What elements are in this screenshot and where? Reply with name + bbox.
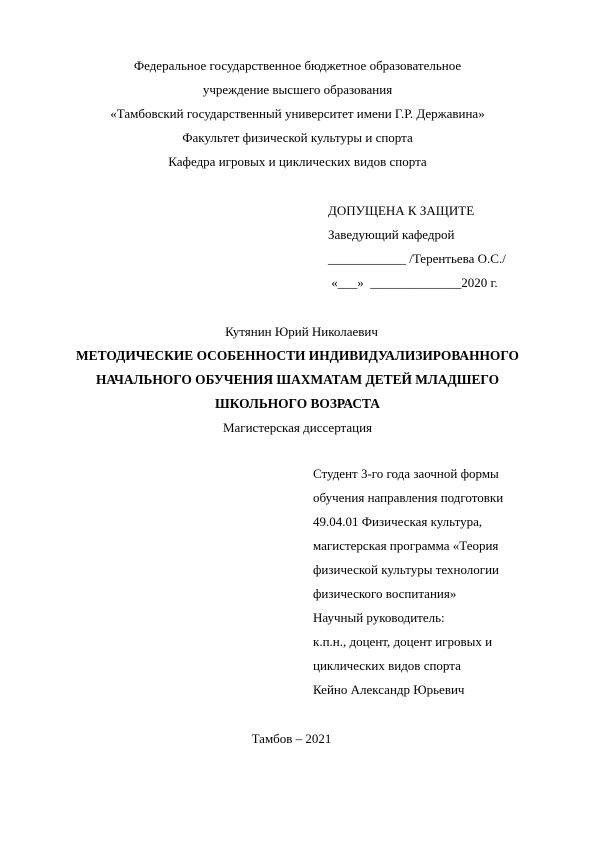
approval-line-1: ДОПУЩЕНА К ЗАЩИТЕ [328, 203, 475, 218]
title-line-3: ШКОЛЬНОГО ВОЗРАСТА [215, 396, 380, 411]
city-year: Тамбов – 2021 [251, 731, 332, 746]
student-line-2: обучения направления подготовки [313, 490, 504, 505]
title-line-2: НАЧАЛЬНОГО ОБУЧЕНИЯ ШАХМАТАМ ДЕТЕЙ МЛАДШЕГО [96, 372, 499, 387]
student-line-7: Научный руководитель: [313, 610, 445, 625]
student-line-6: физического воспитания» [313, 586, 457, 601]
student-line-9: циклических видов спорта [313, 658, 461, 673]
approval-line-2: Заведующий кафедрой [328, 227, 455, 242]
author-name: Кутянин Юрий Николаевич [225, 324, 378, 339]
header-line-5: Кафедра игровых и циклических видов спорта [168, 154, 427, 169]
student-line-10: Кейно Александр Юрьевич [313, 682, 465, 697]
student-line-8: к.п.н., доцент, доцент игровых и [313, 634, 493, 649]
title-line-1: МЕТОДИЧЕСКИЕ ОСОБЕННОСТИ ИНДИВИДУАЛИЗИРОВАННОГО [76, 348, 519, 363]
header-line-1: Федеральное государственное бюджетное образовательное [133, 58, 462, 73]
student-line-5: физической культуры технологии [313, 562, 500, 577]
approval-line-4: «___» ______________2020 г. [328, 275, 498, 290]
header-line-3: «Тамбовский государственный университет имени Г.Р. Державина» [110, 106, 485, 121]
work-type: Магистерская диссертация [222, 420, 373, 435]
header-line-4: Факультет физической культуры и спорта [182, 130, 413, 145]
approval-line-3: ____________ /Терентьева О.С./ [328, 251, 506, 266]
header-line-2: учреждение высшего образования [202, 82, 393, 97]
student-line-4: магистерская программа «Теория [313, 538, 499, 553]
student-line-1: Студент 3-го года заочной формы [313, 466, 499, 481]
student-line-3: 49.04.01 Физическая культура, [313, 514, 483, 529]
